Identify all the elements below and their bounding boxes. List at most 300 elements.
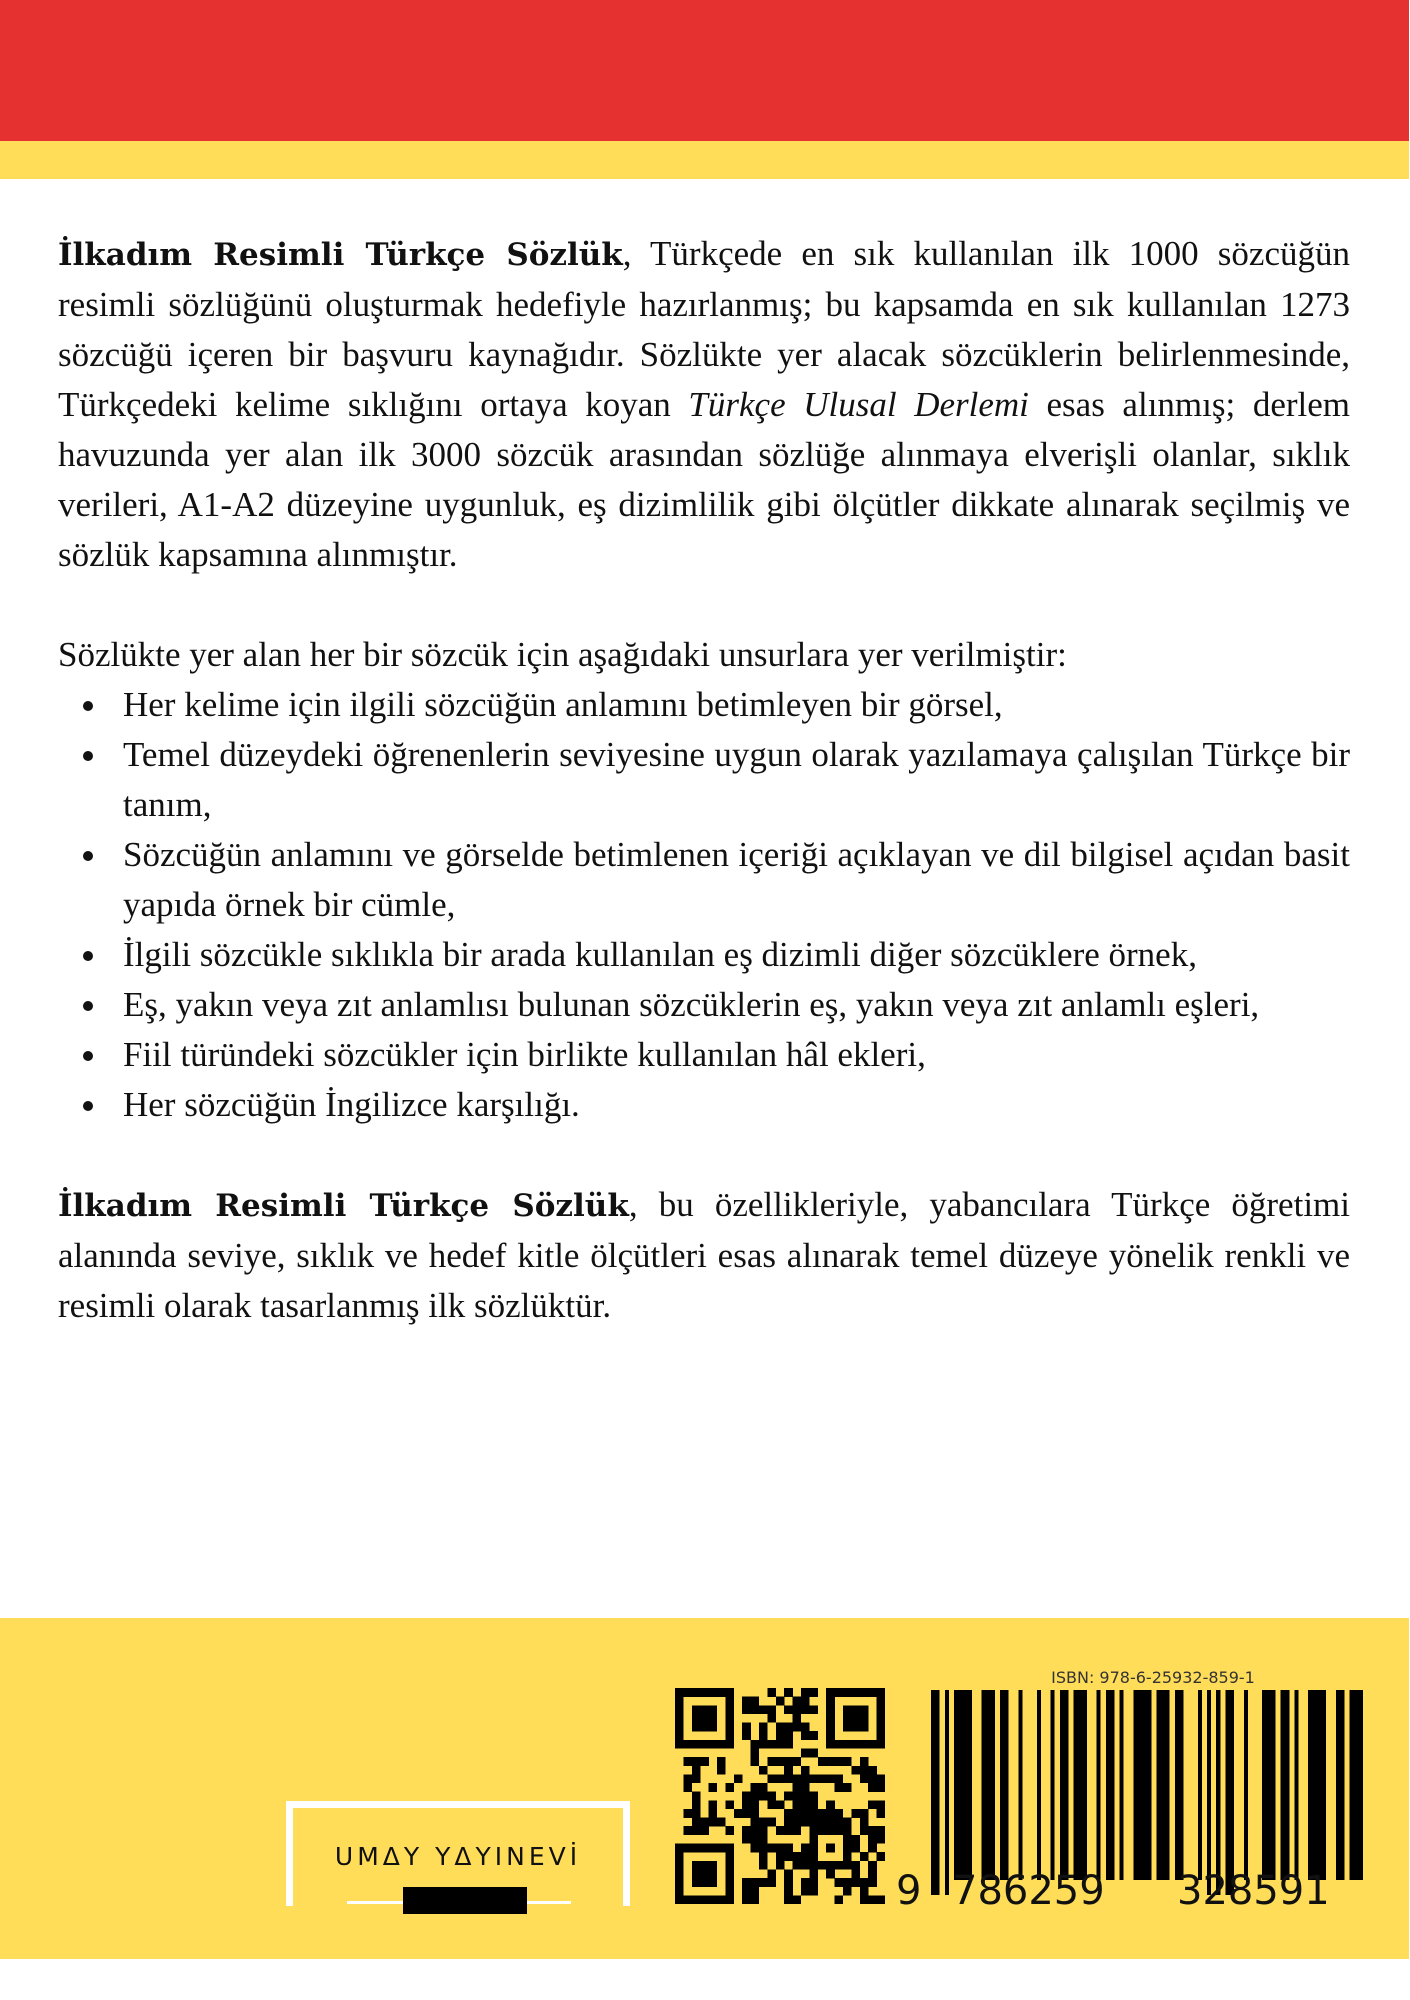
qr-module bbox=[725, 1723, 734, 1732]
qr-module bbox=[793, 1792, 802, 1801]
bullet-icon bbox=[83, 1001, 93, 1011]
qr-module bbox=[851, 1809, 860, 1818]
qr-module bbox=[801, 1766, 810, 1775]
qr-module bbox=[700, 1705, 709, 1714]
qr-module bbox=[868, 1766, 877, 1775]
qr-module bbox=[675, 1861, 684, 1870]
qr-module bbox=[809, 1705, 818, 1714]
barcode-digit-first: 9 bbox=[896, 1868, 922, 1914]
qr-module bbox=[717, 1844, 726, 1853]
qr-module bbox=[860, 1705, 869, 1714]
barcode-bar bbox=[931, 1690, 940, 1895]
barcode-bar bbox=[1120, 1690, 1124, 1880]
qr-module bbox=[759, 1826, 768, 1835]
qr-module bbox=[709, 1688, 718, 1697]
qr-module bbox=[835, 1774, 844, 1783]
qr-module bbox=[801, 1818, 810, 1827]
qr-module bbox=[784, 1887, 793, 1896]
qr-module bbox=[725, 1861, 734, 1870]
qr-module bbox=[868, 1688, 877, 1697]
qr-module bbox=[801, 1774, 810, 1783]
qr-module bbox=[692, 1723, 701, 1732]
qr-module bbox=[843, 1757, 852, 1766]
qr-module bbox=[759, 1852, 768, 1861]
list-item: Fiil türündeki sözcükler için birlikte kullanılan hâl ekleri, bbox=[58, 1030, 1350, 1080]
qr-module bbox=[751, 1705, 760, 1714]
qr-module bbox=[851, 1740, 860, 1749]
logo-block bbox=[403, 1887, 527, 1914]
qr-module bbox=[692, 1878, 701, 1887]
qr-module bbox=[725, 1826, 734, 1835]
qr-module bbox=[767, 1844, 776, 1853]
qr-module bbox=[709, 1869, 718, 1878]
qr-module bbox=[868, 1740, 877, 1749]
qr-module bbox=[725, 1688, 734, 1697]
qr-module bbox=[784, 1688, 793, 1697]
qr-module bbox=[784, 1723, 793, 1732]
qr-module bbox=[751, 1748, 760, 1757]
qr-module bbox=[843, 1688, 852, 1697]
qr-module bbox=[709, 1844, 718, 1853]
qr-module bbox=[843, 1887, 852, 1896]
qr-module bbox=[793, 1774, 802, 1783]
qr-module bbox=[801, 1809, 810, 1818]
qr-module bbox=[826, 1740, 835, 1749]
qr-module bbox=[801, 1844, 810, 1853]
qr-module bbox=[683, 1809, 692, 1818]
qr-module bbox=[759, 1783, 768, 1792]
qr-module bbox=[751, 1826, 760, 1835]
qr-module bbox=[717, 1688, 726, 1697]
qr-module bbox=[767, 1705, 776, 1714]
qr-module bbox=[868, 1826, 877, 1835]
qr-module bbox=[793, 1852, 802, 1861]
qr-module bbox=[784, 1895, 793, 1904]
barcode-bar bbox=[1037, 1690, 1041, 1880]
qr-module bbox=[717, 1895, 726, 1904]
qr-module bbox=[826, 1697, 835, 1706]
qr-module bbox=[700, 1740, 709, 1749]
bullet-icon bbox=[83, 1051, 93, 1061]
qr-module bbox=[843, 1844, 852, 1853]
qr-module bbox=[809, 1878, 818, 1887]
qr-module bbox=[801, 1705, 810, 1714]
top-yellow-band bbox=[0, 141, 1409, 179]
qr-module bbox=[877, 1826, 885, 1835]
qr-module bbox=[725, 1714, 734, 1723]
qr-module bbox=[734, 1809, 743, 1818]
qr-module bbox=[751, 1740, 760, 1749]
qr-module bbox=[801, 1792, 810, 1801]
barcode-bar bbox=[1207, 1690, 1211, 1895]
qr-module bbox=[734, 1774, 743, 1783]
qr-module bbox=[700, 1869, 709, 1878]
qr-module bbox=[860, 1757, 869, 1766]
qr-module bbox=[725, 1783, 734, 1792]
qr-module bbox=[826, 1818, 835, 1827]
qr-module bbox=[767, 1714, 776, 1723]
qr-module bbox=[709, 1783, 718, 1792]
barcode-bar bbox=[1018, 1690, 1022, 1880]
qr-module bbox=[751, 1800, 760, 1809]
qr-module bbox=[709, 1740, 718, 1749]
book-title: İlkadım Resimli Türkçe Sözlük bbox=[58, 237, 623, 273]
qr-module bbox=[725, 1869, 734, 1878]
qr-module bbox=[709, 1818, 718, 1827]
qr-module bbox=[692, 1740, 701, 1749]
qr-module bbox=[675, 1878, 684, 1887]
list-item: Her sözcüğün İngilizce karşılığı. bbox=[58, 1080, 1350, 1130]
qr-module bbox=[751, 1697, 760, 1706]
qr-module bbox=[877, 1688, 885, 1697]
qr-module bbox=[868, 1835, 877, 1844]
bullet-icon bbox=[83, 951, 93, 961]
qr-module bbox=[784, 1826, 793, 1835]
qr-module bbox=[700, 1688, 709, 1697]
qr-module bbox=[776, 1731, 785, 1740]
qr-module bbox=[826, 1809, 835, 1818]
qr-module bbox=[709, 1861, 718, 1870]
qr-module bbox=[700, 1714, 709, 1723]
qr-module bbox=[843, 1723, 852, 1732]
qr-module bbox=[683, 1740, 692, 1749]
qr-module bbox=[877, 1783, 885, 1792]
barcode-bar bbox=[1262, 1690, 1275, 1880]
qr-module bbox=[877, 1714, 885, 1723]
qr-module bbox=[793, 1714, 802, 1723]
qr-module bbox=[801, 1878, 810, 1887]
qr-module bbox=[877, 1740, 885, 1749]
barcode-bar bbox=[1133, 1690, 1151, 1880]
isbn-label: ISBN: 978-6-25932-859-1 bbox=[1051, 1668, 1255, 1687]
qr-module bbox=[877, 1895, 885, 1904]
qr-module bbox=[759, 1878, 768, 1887]
qr-module bbox=[784, 1731, 793, 1740]
qr-module bbox=[751, 1818, 760, 1827]
qr-module bbox=[767, 1792, 776, 1801]
qr-module bbox=[725, 1800, 734, 1809]
qr-module bbox=[700, 1844, 709, 1853]
qr-module bbox=[700, 1818, 709, 1827]
qr-module bbox=[843, 1740, 852, 1749]
barcode-bar bbox=[1175, 1690, 1184, 1880]
qr-module bbox=[725, 1878, 734, 1887]
qr-module bbox=[767, 1688, 776, 1697]
qr-module bbox=[835, 1757, 844, 1766]
qr-module bbox=[809, 1844, 818, 1853]
list-item: Eş, yakın veya zıt anlamlısı bulunan sözcüklerin eş, yakın veya zıt anlamlı eşleri, bbox=[58, 980, 1350, 1030]
qr-module bbox=[717, 1766, 726, 1775]
qr-module bbox=[683, 1844, 692, 1853]
qr-module bbox=[700, 1723, 709, 1732]
qr-module bbox=[818, 1818, 827, 1827]
qr-module bbox=[793, 1809, 802, 1818]
qr-module bbox=[742, 1809, 751, 1818]
qr-module bbox=[801, 1748, 810, 1757]
qr-module bbox=[725, 1740, 734, 1749]
qr-module bbox=[683, 1774, 692, 1783]
qr-module bbox=[868, 1783, 877, 1792]
qr-module bbox=[683, 1826, 692, 1835]
qr-module bbox=[868, 1878, 877, 1887]
qr-module bbox=[751, 1895, 760, 1904]
qr-module bbox=[751, 1783, 760, 1792]
qr-module bbox=[692, 1869, 701, 1878]
qr-module bbox=[675, 1697, 684, 1706]
qr-module bbox=[759, 1731, 768, 1740]
barcode-bar bbox=[982, 1690, 995, 1880]
qr-module bbox=[835, 1809, 844, 1818]
qr-module bbox=[742, 1723, 751, 1732]
qr-module bbox=[826, 1826, 835, 1835]
barcode-bar bbox=[945, 1690, 949, 1895]
barcode-bar bbox=[1350, 1690, 1363, 1880]
barcode-bar bbox=[1225, 1690, 1234, 1895]
qr-module bbox=[826, 1705, 835, 1714]
qr-module bbox=[776, 1826, 785, 1835]
top-red-band bbox=[0, 0, 1409, 141]
qr-module bbox=[826, 1844, 835, 1853]
qr-module bbox=[675, 1740, 684, 1749]
qr-module bbox=[818, 1826, 827, 1835]
qr-module bbox=[692, 1861, 701, 1870]
qr-module bbox=[868, 1895, 877, 1904]
qr-module bbox=[742, 1731, 751, 1740]
qr-module bbox=[742, 1697, 751, 1706]
qr-module bbox=[742, 1800, 751, 1809]
corpus-name: Türkçe Ulusal Derlemi bbox=[688, 385, 1029, 424]
qr-module bbox=[793, 1826, 802, 1835]
qr-module bbox=[675, 1869, 684, 1878]
qr-module bbox=[801, 1861, 810, 1870]
qr-module bbox=[877, 1723, 885, 1732]
qr-module bbox=[675, 1852, 684, 1861]
qr-module bbox=[742, 1887, 751, 1896]
qr-module bbox=[675, 1887, 684, 1896]
barcode-bar bbox=[1216, 1690, 1220, 1895]
qr-module bbox=[793, 1861, 802, 1870]
barcode-bar bbox=[1000, 1690, 1009, 1880]
qr-module bbox=[809, 1800, 818, 1809]
qr-module bbox=[776, 1844, 785, 1853]
qr-module bbox=[725, 1697, 734, 1706]
qr-module bbox=[843, 1835, 852, 1844]
qr-module bbox=[683, 1688, 692, 1697]
barcode-bar bbox=[954, 1690, 972, 1880]
qr-module bbox=[851, 1766, 860, 1775]
qr-module bbox=[809, 1835, 818, 1844]
qr-module bbox=[717, 1818, 726, 1827]
qr-module bbox=[809, 1869, 818, 1878]
qr-module bbox=[843, 1783, 852, 1792]
qr-module bbox=[835, 1861, 844, 1870]
qr-module bbox=[868, 1774, 877, 1783]
qr-module bbox=[784, 1705, 793, 1714]
qr-module bbox=[826, 1869, 835, 1878]
qr-module bbox=[843, 1878, 852, 1887]
qr-module bbox=[784, 1774, 793, 1783]
qr-module bbox=[877, 1697, 885, 1706]
qr-module bbox=[683, 1757, 692, 1766]
qr-module bbox=[851, 1723, 860, 1732]
qr-module bbox=[700, 1878, 709, 1887]
barcode-bar bbox=[1060, 1690, 1069, 1880]
qr-module bbox=[675, 1688, 684, 1697]
qr-module bbox=[860, 1895, 869, 1904]
qr-module bbox=[776, 1861, 785, 1870]
qr-module bbox=[759, 1844, 768, 1853]
qr-module bbox=[801, 1800, 810, 1809]
qr-module bbox=[725, 1887, 734, 1896]
barcode-bar bbox=[1156, 1690, 1169, 1880]
qr-module bbox=[742, 1705, 751, 1714]
qr-module bbox=[776, 1723, 785, 1732]
qr-module bbox=[809, 1731, 818, 1740]
barcode-digits-left: 786259 bbox=[952, 1868, 1105, 1914]
qr-module bbox=[709, 1714, 718, 1723]
qr-module bbox=[860, 1852, 869, 1861]
qr-module bbox=[793, 1723, 802, 1732]
qr-module bbox=[826, 1800, 835, 1809]
qr-module bbox=[742, 1835, 751, 1844]
qr-code-icon bbox=[675, 1688, 885, 1904]
qr-module bbox=[851, 1861, 860, 1870]
qr-module bbox=[860, 1688, 869, 1697]
qr-module bbox=[709, 1895, 718, 1904]
qr-module bbox=[860, 1723, 869, 1732]
qr-module bbox=[860, 1878, 869, 1887]
qr-module bbox=[851, 1869, 860, 1878]
qr-module bbox=[809, 1774, 818, 1783]
barcode-bar bbox=[1051, 1690, 1055, 1880]
qr-module bbox=[692, 1757, 701, 1766]
qr-module bbox=[692, 1792, 701, 1801]
barcode-bar bbox=[1198, 1690, 1202, 1880]
qr-module bbox=[759, 1835, 768, 1844]
qr-module bbox=[860, 1887, 869, 1896]
qr-module bbox=[793, 1705, 802, 1714]
publisher-logo bbox=[286, 1801, 630, 1906]
qr-module bbox=[784, 1869, 793, 1878]
qr-module bbox=[809, 1826, 818, 1835]
qr-module bbox=[860, 1714, 869, 1723]
features-list bbox=[58, 680, 1350, 1130]
qr-module bbox=[860, 1818, 869, 1827]
qr-module bbox=[826, 1688, 835, 1697]
qr-module bbox=[843, 1852, 852, 1861]
qr-module bbox=[793, 1783, 802, 1792]
features-lead: Sözlükte yer alan her bir sözcük için aşağıdaki unsurlara yer verilmiştir: bbox=[58, 635, 1067, 674]
qr-module bbox=[767, 1878, 776, 1887]
qr-module bbox=[709, 1800, 718, 1809]
qr-module bbox=[809, 1887, 818, 1896]
qr-module bbox=[877, 1800, 885, 1809]
qr-module bbox=[700, 1757, 709, 1766]
qr-module bbox=[776, 1697, 785, 1706]
qr-module bbox=[843, 1861, 852, 1870]
qr-module bbox=[818, 1757, 827, 1766]
qr-module bbox=[868, 1869, 877, 1878]
qr-module bbox=[801, 1731, 810, 1740]
qr-module bbox=[784, 1792, 793, 1801]
barcode-digits-right: 328591 bbox=[1177, 1868, 1330, 1914]
qr-module bbox=[751, 1835, 760, 1844]
qr-module bbox=[877, 1774, 885, 1783]
barcode-bar bbox=[1074, 1690, 1087, 1880]
qr-module bbox=[751, 1792, 760, 1801]
qr-module bbox=[793, 1895, 802, 1904]
qr-module bbox=[675, 1895, 684, 1904]
qr-module bbox=[675, 1844, 684, 1853]
qr-module bbox=[709, 1809, 718, 1818]
qr-module bbox=[751, 1844, 760, 1853]
qr-module bbox=[860, 1740, 869, 1749]
list-item: Sözcüğün anlamını ve görselde betimlenen içeriği açıklayan ve dil bilgisel açıdan basit yapıda örnek bir cümle, bbox=[58, 830, 1350, 930]
footer-band bbox=[0, 1618, 1409, 1959]
qr-module bbox=[868, 1861, 877, 1870]
qr-module bbox=[843, 1705, 852, 1714]
qr-module bbox=[692, 1766, 701, 1775]
qr-module bbox=[801, 1688, 810, 1697]
barcode-bar bbox=[1097, 1690, 1101, 1880]
qr-module bbox=[835, 1688, 844, 1697]
qr-module bbox=[826, 1861, 835, 1870]
list-item: İlgili sözcükle sıklıkla bir arada kullanılan eş dizimli diğer sözcüklere örnek, bbox=[58, 930, 1350, 980]
qr-module bbox=[759, 1766, 768, 1775]
qr-module bbox=[725, 1844, 734, 1853]
intro-paragraph: İlkadım Resimli Türkçe Sözlük, Türkçede en sık kullanılan ilk 1000 sözcüğün resimli sözlüğünü oluşturmak hedefiyle hazırlanmış; bu kapsamda en sık kullanılan 1273 sözcüğü içeren bir başvuru kaynağıdır. Sözlükte yer alacak sözcüklerin belirlenmesinde, Türkçedeki kelime sıklığını ortaya koyan Türkçe Ulusal Derlemi esas alınmış; derlem havuzunda yer alan ilk 3000 sözcük arasından sözlüğe alınmaya elverişli olanlar, sıklık verileri, A1-A2 düzeyine uygunluk, eş dizimlilik gibi ölçütler dikkate alınarak seçilmiş ve sözlük kapsamına alınmıştır. bbox=[58, 234, 1350, 574]
qr-module bbox=[709, 1705, 718, 1714]
qr-module bbox=[742, 1895, 751, 1904]
qr-module bbox=[776, 1800, 785, 1809]
qr-module bbox=[767, 1757, 776, 1766]
qr-module bbox=[709, 1878, 718, 1887]
qr-module bbox=[868, 1844, 877, 1853]
book-title: İlkadım Resimli Türkçe Sözlük bbox=[58, 1188, 629, 1224]
qr-module bbox=[742, 1826, 751, 1835]
qr-module bbox=[700, 1826, 709, 1835]
qr-module bbox=[793, 1818, 802, 1827]
qr-module bbox=[776, 1757, 785, 1766]
qr-module bbox=[759, 1740, 768, 1749]
closing-paragraph: İlkadım Resimli Türkçe Sözlük, bu özellikleriyle, yabancılara Türkçe öğretimi alanında seviye, sıklık ve hedef kitle ölçütleri esas alınarak temel düzeye yönelik renkli ve resimli olarak tasarlanmış ilk sözlüktür. bbox=[58, 1185, 1350, 1325]
qr-module bbox=[784, 1757, 793, 1766]
qr-module bbox=[826, 1714, 835, 1723]
qr-module bbox=[725, 1705, 734, 1714]
qr-module bbox=[692, 1705, 701, 1714]
qr-module bbox=[784, 1766, 793, 1775]
qr-module bbox=[767, 1800, 776, 1809]
back-cover-text bbox=[58, 229, 1350, 1331]
qr-module bbox=[843, 1826, 852, 1835]
qr-module bbox=[851, 1688, 860, 1697]
qr-module bbox=[751, 1887, 760, 1896]
qr-module bbox=[809, 1861, 818, 1870]
qr-module bbox=[742, 1792, 751, 1801]
barcode-bar bbox=[1294, 1690, 1298, 1880]
qr-module bbox=[784, 1740, 793, 1749]
qr-module bbox=[851, 1835, 860, 1844]
qr-module bbox=[793, 1757, 802, 1766]
publisher-logo-text: UMΔY YΔYINEVİ bbox=[334, 1842, 582, 1871]
qr-module bbox=[776, 1740, 785, 1749]
qr-module bbox=[809, 1748, 818, 1757]
qr-module bbox=[784, 1818, 793, 1827]
qr-module bbox=[717, 1757, 726, 1766]
barcode-bar bbox=[1308, 1690, 1326, 1880]
qr-module bbox=[692, 1774, 701, 1783]
qr-module bbox=[826, 1757, 835, 1766]
